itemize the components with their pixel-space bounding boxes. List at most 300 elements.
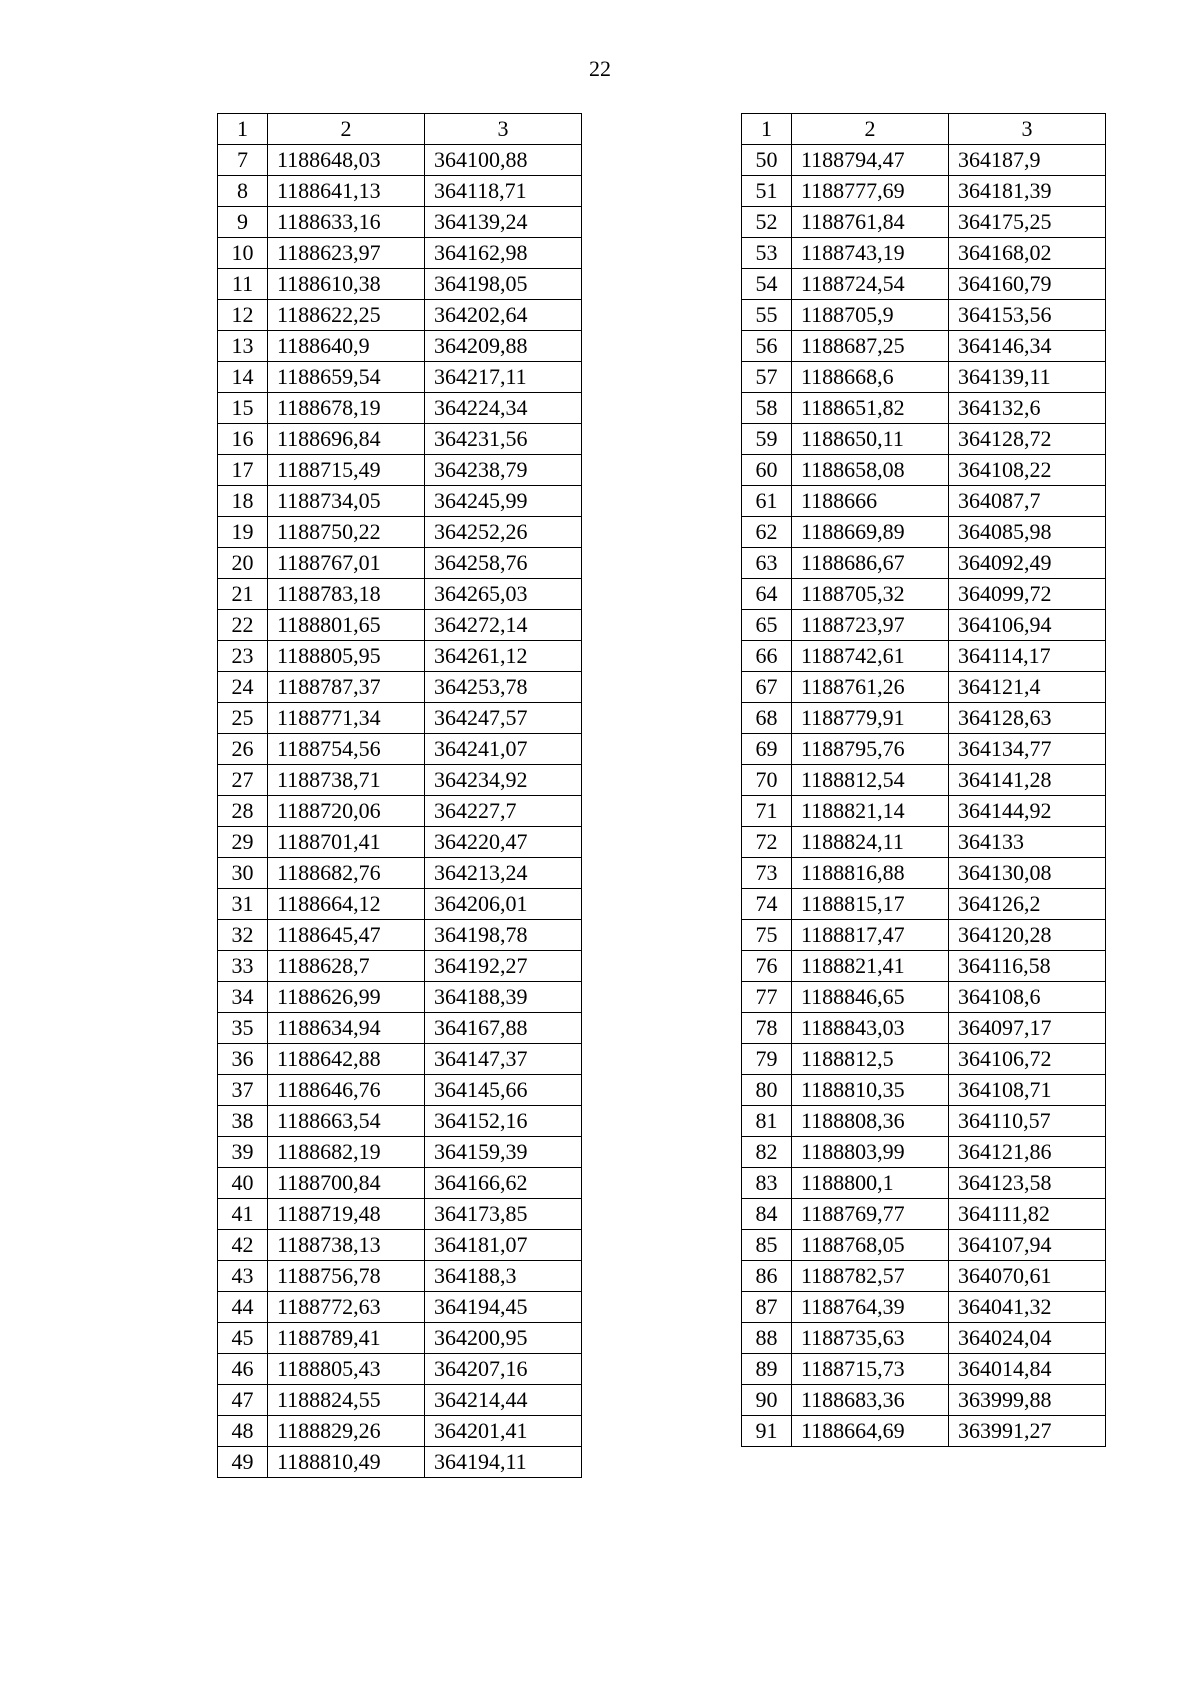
cell-y-coordinate: 364253,78 xyxy=(425,672,582,703)
cell-point-number: 52 xyxy=(742,207,792,238)
column-header-y: 3 xyxy=(425,114,582,145)
table-row xyxy=(742,362,1106,393)
cell-point-number: 78 xyxy=(742,1013,792,1044)
cell-y-coordinate: 364139,11 xyxy=(949,362,1106,393)
cell-y-coordinate: 364162,98 xyxy=(425,238,582,269)
cell-point-number: 89 xyxy=(742,1354,792,1385)
cell-y-coordinate: 364238,79 xyxy=(425,455,582,486)
table-row xyxy=(218,362,582,393)
cell-point-number: 39 xyxy=(218,1137,268,1168)
cell-y-coordinate: 364120,28 xyxy=(949,920,1106,951)
cell-point-number: 63 xyxy=(742,548,792,579)
cell-x-coordinate: 1188821,41 xyxy=(792,951,949,982)
cell-y-coordinate: 364121,4 xyxy=(949,672,1106,703)
table-row xyxy=(742,269,1106,300)
cell-y-coordinate: 364202,64 xyxy=(425,300,582,331)
cell-point-number: 22 xyxy=(218,610,268,641)
cell-y-coordinate: 364192,27 xyxy=(425,951,582,982)
table-row xyxy=(218,827,582,858)
cell-x-coordinate: 1188812,5 xyxy=(792,1044,949,1075)
cell-x-coordinate: 1188705,32 xyxy=(792,579,949,610)
table-row xyxy=(742,548,1106,579)
coordinates-table-right xyxy=(741,113,1106,1447)
cell-x-coordinate: 1188715,73 xyxy=(792,1354,949,1385)
cell-point-number: 26 xyxy=(218,734,268,765)
cell-x-coordinate: 1188801,65 xyxy=(268,610,425,641)
table-row xyxy=(742,1137,1106,1168)
cell-y-coordinate: 364085,98 xyxy=(949,517,1106,548)
cell-y-coordinate: 364217,11 xyxy=(425,362,582,393)
cell-y-coordinate: 364258,76 xyxy=(425,548,582,579)
cell-point-number: 17 xyxy=(218,455,268,486)
cell-x-coordinate: 1188648,03 xyxy=(268,145,425,176)
table-row xyxy=(218,424,582,455)
cell-x-coordinate: 1188812,54 xyxy=(792,765,949,796)
cell-x-coordinate: 1188750,22 xyxy=(268,517,425,548)
table-row xyxy=(742,1044,1106,1075)
cell-y-coordinate: 364173,85 xyxy=(425,1199,582,1230)
cell-y-coordinate: 364227,7 xyxy=(425,796,582,827)
table-row xyxy=(218,1292,582,1323)
cell-point-number: 82 xyxy=(742,1137,792,1168)
cell-y-coordinate: 364134,77 xyxy=(949,734,1106,765)
cell-point-number: 57 xyxy=(742,362,792,393)
table-row xyxy=(218,1075,582,1106)
cell-y-coordinate: 364159,39 xyxy=(425,1137,582,1168)
cell-y-coordinate: 364247,57 xyxy=(425,703,582,734)
cell-point-number: 36 xyxy=(218,1044,268,1075)
cell-x-coordinate: 1188754,56 xyxy=(268,734,425,765)
cell-x-coordinate: 1188843,03 xyxy=(792,1013,949,1044)
cell-y-coordinate: 364146,34 xyxy=(949,331,1106,362)
cell-y-coordinate: 364145,66 xyxy=(425,1075,582,1106)
cell-x-coordinate: 1188764,39 xyxy=(792,1292,949,1323)
cell-y-coordinate: 364108,71 xyxy=(949,1075,1106,1106)
cell-x-coordinate: 1188686,67 xyxy=(792,548,949,579)
cell-point-number: 19 xyxy=(218,517,268,548)
cell-point-number: 67 xyxy=(742,672,792,703)
cell-x-coordinate: 1188668,6 xyxy=(792,362,949,393)
table-row xyxy=(218,1199,582,1230)
cell-x-coordinate: 1188777,69 xyxy=(792,176,949,207)
cell-point-number: 25 xyxy=(218,703,268,734)
table-row xyxy=(218,1385,582,1416)
cell-y-coordinate: 364118,71 xyxy=(425,176,582,207)
cell-y-coordinate: 364265,03 xyxy=(425,579,582,610)
cell-y-coordinate: 364092,49 xyxy=(949,548,1106,579)
cell-y-coordinate: 364114,17 xyxy=(949,641,1106,672)
cell-point-number: 60 xyxy=(742,455,792,486)
cell-point-number: 84 xyxy=(742,1199,792,1230)
cell-x-coordinate: 1188701,41 xyxy=(268,827,425,858)
table-row xyxy=(218,1323,582,1354)
cell-point-number: 68 xyxy=(742,703,792,734)
cell-x-coordinate: 1188795,76 xyxy=(792,734,949,765)
cell-point-number: 77 xyxy=(742,982,792,1013)
table-row xyxy=(742,300,1106,331)
table-row xyxy=(742,1292,1106,1323)
cell-point-number: 21 xyxy=(218,579,268,610)
cell-y-coordinate: 364110,57 xyxy=(949,1106,1106,1137)
cell-x-coordinate: 1188816,88 xyxy=(792,858,949,889)
cell-x-coordinate: 1188724,54 xyxy=(792,269,949,300)
cell-x-coordinate: 1188846,65 xyxy=(792,982,949,1013)
table-row xyxy=(742,1075,1106,1106)
cell-x-coordinate: 1188650,11 xyxy=(792,424,949,455)
cell-point-number: 87 xyxy=(742,1292,792,1323)
table-row xyxy=(742,517,1106,548)
table-row xyxy=(742,703,1106,734)
cell-y-coordinate: 364133 xyxy=(949,827,1106,858)
cell-x-coordinate: 1188623,97 xyxy=(268,238,425,269)
cell-y-coordinate: 364106,72 xyxy=(949,1044,1106,1075)
cell-point-number: 47 xyxy=(218,1385,268,1416)
cell-y-coordinate: 364123,58 xyxy=(949,1168,1106,1199)
table-row xyxy=(742,1416,1106,1447)
cell-x-coordinate: 1188815,17 xyxy=(792,889,949,920)
cell-point-number: 8 xyxy=(218,176,268,207)
column-header-number: 1 xyxy=(218,114,268,145)
table-row xyxy=(742,1261,1106,1292)
cell-y-coordinate: 364220,47 xyxy=(425,827,582,858)
cell-y-coordinate: 364128,72 xyxy=(949,424,1106,455)
cell-x-coordinate: 1188720,06 xyxy=(268,796,425,827)
cell-x-coordinate: 1188696,84 xyxy=(268,424,425,455)
cell-x-coordinate: 1188700,84 xyxy=(268,1168,425,1199)
cell-y-coordinate: 364087,7 xyxy=(949,486,1106,517)
cell-point-number: 73 xyxy=(742,858,792,889)
cell-y-coordinate: 364107,94 xyxy=(949,1230,1106,1261)
cell-point-number: 74 xyxy=(742,889,792,920)
cell-y-coordinate: 364144,92 xyxy=(949,796,1106,827)
cell-x-coordinate: 1188666 xyxy=(792,486,949,517)
cell-y-coordinate: 364166,62 xyxy=(425,1168,582,1199)
table-row xyxy=(742,858,1106,889)
table-row xyxy=(218,517,582,548)
cell-y-coordinate: 364231,56 xyxy=(425,424,582,455)
cell-point-number: 44 xyxy=(218,1292,268,1323)
cell-point-number: 86 xyxy=(742,1261,792,1292)
cell-x-coordinate: 1188800,1 xyxy=(792,1168,949,1199)
table-row xyxy=(218,579,582,610)
table-row xyxy=(742,393,1106,424)
cell-point-number: 37 xyxy=(218,1075,268,1106)
cell-y-coordinate: 364132,6 xyxy=(949,393,1106,424)
cell-point-number: 59 xyxy=(742,424,792,455)
cell-point-number: 43 xyxy=(218,1261,268,1292)
table-row xyxy=(742,734,1106,765)
cell-y-coordinate: 364206,01 xyxy=(425,889,582,920)
cell-point-number: 48 xyxy=(218,1416,268,1447)
table-row xyxy=(218,1137,582,1168)
cell-x-coordinate: 1188664,69 xyxy=(792,1416,949,1447)
table-row xyxy=(218,269,582,300)
cell-point-number: 41 xyxy=(218,1199,268,1230)
table-row xyxy=(218,1354,582,1385)
table-row xyxy=(742,796,1106,827)
cell-point-number: 58 xyxy=(742,393,792,424)
cell-y-coordinate: 364194,11 xyxy=(425,1447,582,1478)
cell-point-number: 83 xyxy=(742,1168,792,1199)
table-row xyxy=(218,1044,582,1075)
cell-x-coordinate: 1188663,54 xyxy=(268,1106,425,1137)
cell-y-coordinate: 364167,88 xyxy=(425,1013,582,1044)
cell-x-coordinate: 1188772,63 xyxy=(268,1292,425,1323)
cell-point-number: 9 xyxy=(218,207,268,238)
cell-y-coordinate: 364168,02 xyxy=(949,238,1106,269)
cell-point-number: 88 xyxy=(742,1323,792,1354)
cell-y-coordinate: 364175,25 xyxy=(949,207,1106,238)
cell-x-coordinate: 1188824,11 xyxy=(792,827,949,858)
cell-x-coordinate: 1188808,36 xyxy=(792,1106,949,1137)
cell-y-coordinate: 364116,58 xyxy=(949,951,1106,982)
cell-x-coordinate: 1188645,47 xyxy=(268,920,425,951)
cell-point-number: 62 xyxy=(742,517,792,548)
table-row xyxy=(218,145,582,176)
table-row xyxy=(218,982,582,1013)
cell-point-number: 15 xyxy=(218,393,268,424)
table-row xyxy=(218,1230,582,1261)
table-row xyxy=(742,827,1106,858)
cell-point-number: 12 xyxy=(218,300,268,331)
table-row xyxy=(218,300,582,331)
cell-point-number: 30 xyxy=(218,858,268,889)
cell-y-coordinate: 364099,72 xyxy=(949,579,1106,610)
table-row xyxy=(742,889,1106,920)
cell-point-number: 38 xyxy=(218,1106,268,1137)
table-row xyxy=(742,1013,1106,1044)
cell-x-coordinate: 1188626,99 xyxy=(268,982,425,1013)
cell-point-number: 16 xyxy=(218,424,268,455)
cell-y-coordinate: 364106,94 xyxy=(949,610,1106,641)
cell-y-coordinate: 364207,16 xyxy=(425,1354,582,1385)
cell-y-coordinate: 364014,84 xyxy=(949,1354,1106,1385)
cell-point-number: 49 xyxy=(218,1447,268,1478)
cell-x-coordinate: 1188735,63 xyxy=(792,1323,949,1354)
cell-x-coordinate: 1188768,05 xyxy=(792,1230,949,1261)
table-row xyxy=(218,765,582,796)
cell-point-number: 29 xyxy=(218,827,268,858)
cell-x-coordinate: 1188805,95 xyxy=(268,641,425,672)
cell-point-number: 61 xyxy=(742,486,792,517)
cell-point-number: 10 xyxy=(218,238,268,269)
cell-y-coordinate: 364261,12 xyxy=(425,641,582,672)
cell-x-coordinate: 1188794,47 xyxy=(792,145,949,176)
cell-x-coordinate: 1188642,88 xyxy=(268,1044,425,1075)
cell-x-coordinate: 1188810,35 xyxy=(792,1075,949,1106)
cell-y-coordinate: 364160,79 xyxy=(949,269,1106,300)
cell-x-coordinate: 1188687,25 xyxy=(792,331,949,362)
table-row xyxy=(218,207,582,238)
table-row xyxy=(218,486,582,517)
cell-point-number: 90 xyxy=(742,1385,792,1416)
cell-y-coordinate: 364121,86 xyxy=(949,1137,1106,1168)
cell-y-coordinate: 364245,99 xyxy=(425,486,582,517)
column-header-x: 2 xyxy=(268,114,425,145)
cell-y-coordinate: 364198,05 xyxy=(425,269,582,300)
cell-y-coordinate: 364128,63 xyxy=(949,703,1106,734)
cell-x-coordinate: 1188610,38 xyxy=(268,269,425,300)
cell-y-coordinate: 364126,2 xyxy=(949,889,1106,920)
cell-x-coordinate: 1188622,25 xyxy=(268,300,425,331)
cell-x-coordinate: 1188782,57 xyxy=(792,1261,949,1292)
table-row xyxy=(218,610,582,641)
cell-x-coordinate: 1188683,36 xyxy=(792,1385,949,1416)
table-row xyxy=(218,1013,582,1044)
cell-point-number: 76 xyxy=(742,951,792,982)
cell-y-coordinate: 364188,3 xyxy=(425,1261,582,1292)
cell-point-number: 42 xyxy=(218,1230,268,1261)
table-row xyxy=(742,207,1106,238)
cell-y-coordinate: 364209,88 xyxy=(425,331,582,362)
table-row xyxy=(742,424,1106,455)
cell-y-coordinate: 364188,39 xyxy=(425,982,582,1013)
cell-y-coordinate: 364130,08 xyxy=(949,858,1106,889)
cell-y-coordinate: 364198,78 xyxy=(425,920,582,951)
table-row xyxy=(742,145,1106,176)
table-row xyxy=(218,889,582,920)
table-row xyxy=(742,1323,1106,1354)
table-row xyxy=(218,393,582,424)
cell-point-number: 81 xyxy=(742,1106,792,1137)
cell-y-coordinate: 364272,14 xyxy=(425,610,582,641)
cell-point-number: 32 xyxy=(218,920,268,951)
table-row xyxy=(742,1230,1106,1261)
cell-point-number: 13 xyxy=(218,331,268,362)
cell-y-coordinate: 364141,28 xyxy=(949,765,1106,796)
cell-y-coordinate: 364041,32 xyxy=(949,1292,1106,1323)
table-row xyxy=(218,641,582,672)
cell-x-coordinate: 1188669,89 xyxy=(792,517,949,548)
table-row xyxy=(742,641,1106,672)
cell-x-coordinate: 1188715,49 xyxy=(268,455,425,486)
cell-point-number: 27 xyxy=(218,765,268,796)
cell-x-coordinate: 1188761,26 xyxy=(792,672,949,703)
cell-x-coordinate: 1188817,47 xyxy=(792,920,949,951)
cell-x-coordinate: 1188628,7 xyxy=(268,951,425,982)
table-row xyxy=(218,455,582,486)
cell-x-coordinate: 1188723,97 xyxy=(792,610,949,641)
table-row xyxy=(742,672,1106,703)
cell-point-number: 70 xyxy=(742,765,792,796)
table-row xyxy=(742,610,1106,641)
cell-x-coordinate: 1188738,71 xyxy=(268,765,425,796)
cell-x-coordinate: 1188664,12 xyxy=(268,889,425,920)
cell-point-number: 51 xyxy=(742,176,792,207)
cell-x-coordinate: 1188779,91 xyxy=(792,703,949,734)
page-number: 22 xyxy=(589,56,611,81)
cell-x-coordinate: 1188682,76 xyxy=(268,858,425,889)
cell-point-number: 33 xyxy=(218,951,268,982)
cell-x-coordinate: 1188789,41 xyxy=(268,1323,425,1354)
table-row xyxy=(742,579,1106,610)
cell-y-coordinate: 364024,04 xyxy=(949,1323,1106,1354)
table-row xyxy=(218,858,582,889)
cell-point-number: 23 xyxy=(218,641,268,672)
cell-y-coordinate: 364224,34 xyxy=(425,393,582,424)
cell-point-number: 85 xyxy=(742,1230,792,1261)
cell-point-number: 24 xyxy=(218,672,268,703)
cell-x-coordinate: 1188651,82 xyxy=(792,393,949,424)
cell-x-coordinate: 1188633,16 xyxy=(268,207,425,238)
cell-point-number: 53 xyxy=(742,238,792,269)
table-row xyxy=(218,548,582,579)
cell-y-coordinate: 364100,88 xyxy=(425,145,582,176)
cell-point-number: 46 xyxy=(218,1354,268,1385)
cell-y-coordinate: 364147,37 xyxy=(425,1044,582,1075)
cell-y-coordinate: 364213,24 xyxy=(425,858,582,889)
coordinates-table-left xyxy=(217,113,582,1478)
cell-x-coordinate: 1188829,26 xyxy=(268,1416,425,1447)
table-row xyxy=(742,331,1106,362)
cell-point-number: 66 xyxy=(742,641,792,672)
cell-point-number: 72 xyxy=(742,827,792,858)
cell-x-coordinate: 1188769,77 xyxy=(792,1199,949,1230)
table-row xyxy=(742,1168,1106,1199)
column-header-x: 2 xyxy=(792,114,949,145)
cell-x-coordinate: 1188810,49 xyxy=(268,1447,425,1478)
cell-point-number: 54 xyxy=(742,269,792,300)
cell-point-number: 35 xyxy=(218,1013,268,1044)
cell-x-coordinate: 1188821,14 xyxy=(792,796,949,827)
cell-point-number: 91 xyxy=(742,1416,792,1447)
cell-point-number: 80 xyxy=(742,1075,792,1106)
cell-x-coordinate: 1188738,13 xyxy=(268,1230,425,1261)
table-row xyxy=(742,1199,1106,1230)
cell-point-number: 34 xyxy=(218,982,268,1013)
table-header-row xyxy=(742,114,1106,145)
cell-point-number: 75 xyxy=(742,920,792,951)
cell-x-coordinate: 1188805,43 xyxy=(268,1354,425,1385)
cell-y-coordinate: 364097,17 xyxy=(949,1013,1106,1044)
cell-y-coordinate: 364187,9 xyxy=(949,145,1106,176)
cell-x-coordinate: 1188767,01 xyxy=(268,548,425,579)
cell-point-number: 14 xyxy=(218,362,268,393)
cell-y-coordinate: 364241,07 xyxy=(425,734,582,765)
cell-y-coordinate: 363991,27 xyxy=(949,1416,1106,1447)
table-row xyxy=(742,951,1106,982)
table-header-row xyxy=(218,114,582,145)
cell-x-coordinate: 1188742,61 xyxy=(792,641,949,672)
cell-point-number: 28 xyxy=(218,796,268,827)
cell-point-number: 18 xyxy=(218,486,268,517)
cell-y-coordinate: 364252,26 xyxy=(425,517,582,548)
cell-x-coordinate: 1188761,84 xyxy=(792,207,949,238)
cell-point-number: 64 xyxy=(742,579,792,610)
cell-y-coordinate: 364153,56 xyxy=(949,300,1106,331)
cell-y-coordinate: 364201,41 xyxy=(425,1416,582,1447)
cell-x-coordinate: 1188803,99 xyxy=(792,1137,949,1168)
table-row xyxy=(218,703,582,734)
cell-y-coordinate: 364111,82 xyxy=(949,1199,1106,1230)
cell-y-coordinate: 364194,45 xyxy=(425,1292,582,1323)
table-row xyxy=(742,1385,1106,1416)
cell-point-number: 20 xyxy=(218,548,268,579)
cell-point-number: 11 xyxy=(218,269,268,300)
cell-x-coordinate: 1188659,54 xyxy=(268,362,425,393)
table-row xyxy=(218,1416,582,1447)
cell-y-coordinate: 363999,88 xyxy=(949,1385,1106,1416)
cell-x-coordinate: 1188743,19 xyxy=(792,238,949,269)
cell-x-coordinate: 1188787,37 xyxy=(268,672,425,703)
cell-x-coordinate: 1188658,08 xyxy=(792,455,949,486)
cell-point-number: 7 xyxy=(218,145,268,176)
cell-y-coordinate: 364200,95 xyxy=(425,1323,582,1354)
cell-point-number: 40 xyxy=(218,1168,268,1199)
cell-x-coordinate: 1188646,76 xyxy=(268,1075,425,1106)
table-row xyxy=(742,238,1106,269)
table-row xyxy=(742,176,1106,207)
